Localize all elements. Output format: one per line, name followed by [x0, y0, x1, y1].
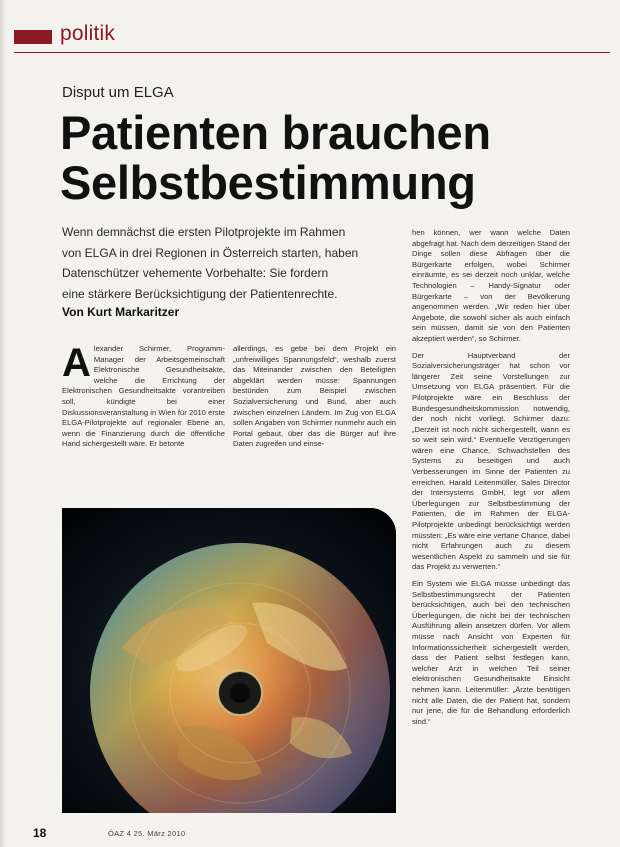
body-paragraph: hen können, wer wann welche Daten abgefragt hat. Nach dem derzeitigen Stand der Dinge sollen diese Abfragen über die Bürgerkarte erfolgen, wobei Schirmer einräumte, es sei derzeit noch unklar, welche Technologien – Handy-Signatur oder Bürgerkarte – von der Bevölkerung angenommen werden. „Wir reden hier über Angebote, die sowohl sicher als auch einfach sein müssen, damit sie von den Patienten akzeptiert werden“, so Schirmer.	[412, 228, 570, 343]
section-rule	[14, 52, 610, 53]
article-kicker: Disput um ELGA	[62, 84, 174, 101]
section-label: politik	[60, 22, 116, 45]
body-column-1	[62, 341, 225, 456]
byline: Von Kurt Markaritzer	[62, 305, 180, 319]
lead-line: Datenschützer vehemente Vorbehalte: Sie fordern	[62, 266, 329, 280]
article-lead	[62, 222, 392, 304]
body-column-2	[233, 344, 396, 456]
body-column-3	[412, 228, 570, 733]
article-headline: Patienten brauchen Selbstbestimmung	[60, 106, 491, 209]
lead-line: Wenn demnächst die ersten Pilotprojekte im Rahmen	[62, 225, 346, 239]
cd-globe-photo	[62, 508, 396, 813]
body-paragraph: Der Hauptverband der Sozialversicherungsträger hat schon vor längerer Zeit seine Vorstellungen zur Umsetzung von ELGA präsentiert. Für die Pilotprojekte wäre ein Beschluss der Bundesgesundheitskommission notwendig, der noch nicht vorliegt. Schirmer dazu: „Derzeit ist noch nicht sichergestellt, wann es so weit sein wird.“ Eventuelle Verzögerungen wären eine Chance, Schwachstellen des Systems zu beseitigen und auch Verbesserungen im Sinne der Patienten zu erreichen. Harald Leitenmüller, Sales Director der Intersystems GmbH, legt vor allem Überlegungen zur Selbstbestimmung der Patienten, die im Rahmen der ELGA-Pilotprojekte unbedingt berücksichtigt werden müssten: „Es wäre eine vertane Chance, dabei nicht Erfahrungen auch zu diesem wesentlichen Aspekt zu sammeln und sie für das Projekt zu verwerten.“	[412, 350, 570, 572]
body-paragraph: Ein System wie ELGA müsse unbedingt das Selbstbestimmungsrecht der Patienten berücksichtigen, auch bei den technischen Überlegungen, die nicht bei der technischen Ausführung allein ansetzen dürfen. Vor allem müsse nach Ansicht von Experten für Informationssicherheit sichergestellt werden, dass der Patient selbst festlegen kann, welcher Arzt in welchen Teil seiner elektronischen Gesundheitsakte Einsicht nehmen kann. Leitenmüller: „Ärzte benötigen nicht alle Daten, die der Patient hat, sondern nur jene, die für die Behandlung erforderlich sind.“	[412, 579, 570, 726]
body-paragraph: lexander Schirmer, Programm-Manager der Arbeitsgemeinschaft Elektronische Gesundheitsakte, welche die Errichtung der Elektronischen Gesundheitsakte vorantreiben soll, kündigte bei einer Diskussionsveranstaltung in Wien für 2010 erste ELGA-Pilotprojekte auf regionaler Ebene an, wenn die Finanzierung durch die öffentliche Hand sichergestellt wäre. Er betonte	[62, 344, 225, 449]
lead-line: von ELGA in drei Regionen in Österreich starten, haben	[62, 245, 359, 260]
page-edge	[0, 0, 6, 847]
drop-cap: A	[62, 341, 91, 385]
issue-info: ÖAZ 4 25. März 2010	[108, 829, 186, 838]
body-paragraph: allerdings, es gebe bei dem Projekt ein „unfreiwilliges Spannungsfeld“, weshalb zuerst das Miteinander zwischen den Beteiligten abgeklärt werden müsse: Spannungen bestünden zum Beispiel zwischen Sozialversicherung und Bund, aber auch zwischen einzelnen Ländern. Im Zug von ELGA sollen Angaben von Schirmer nunmehr auch ein Portal gebaut, über das die Bürger auf ihre Daten zugreifen und einse-	[233, 344, 396, 449]
lead-line: eine stärkere Berücksichtigung der Patientenrechte.	[62, 286, 338, 301]
page-number: 18	[33, 826, 47, 840]
section-marker	[14, 30, 52, 44]
